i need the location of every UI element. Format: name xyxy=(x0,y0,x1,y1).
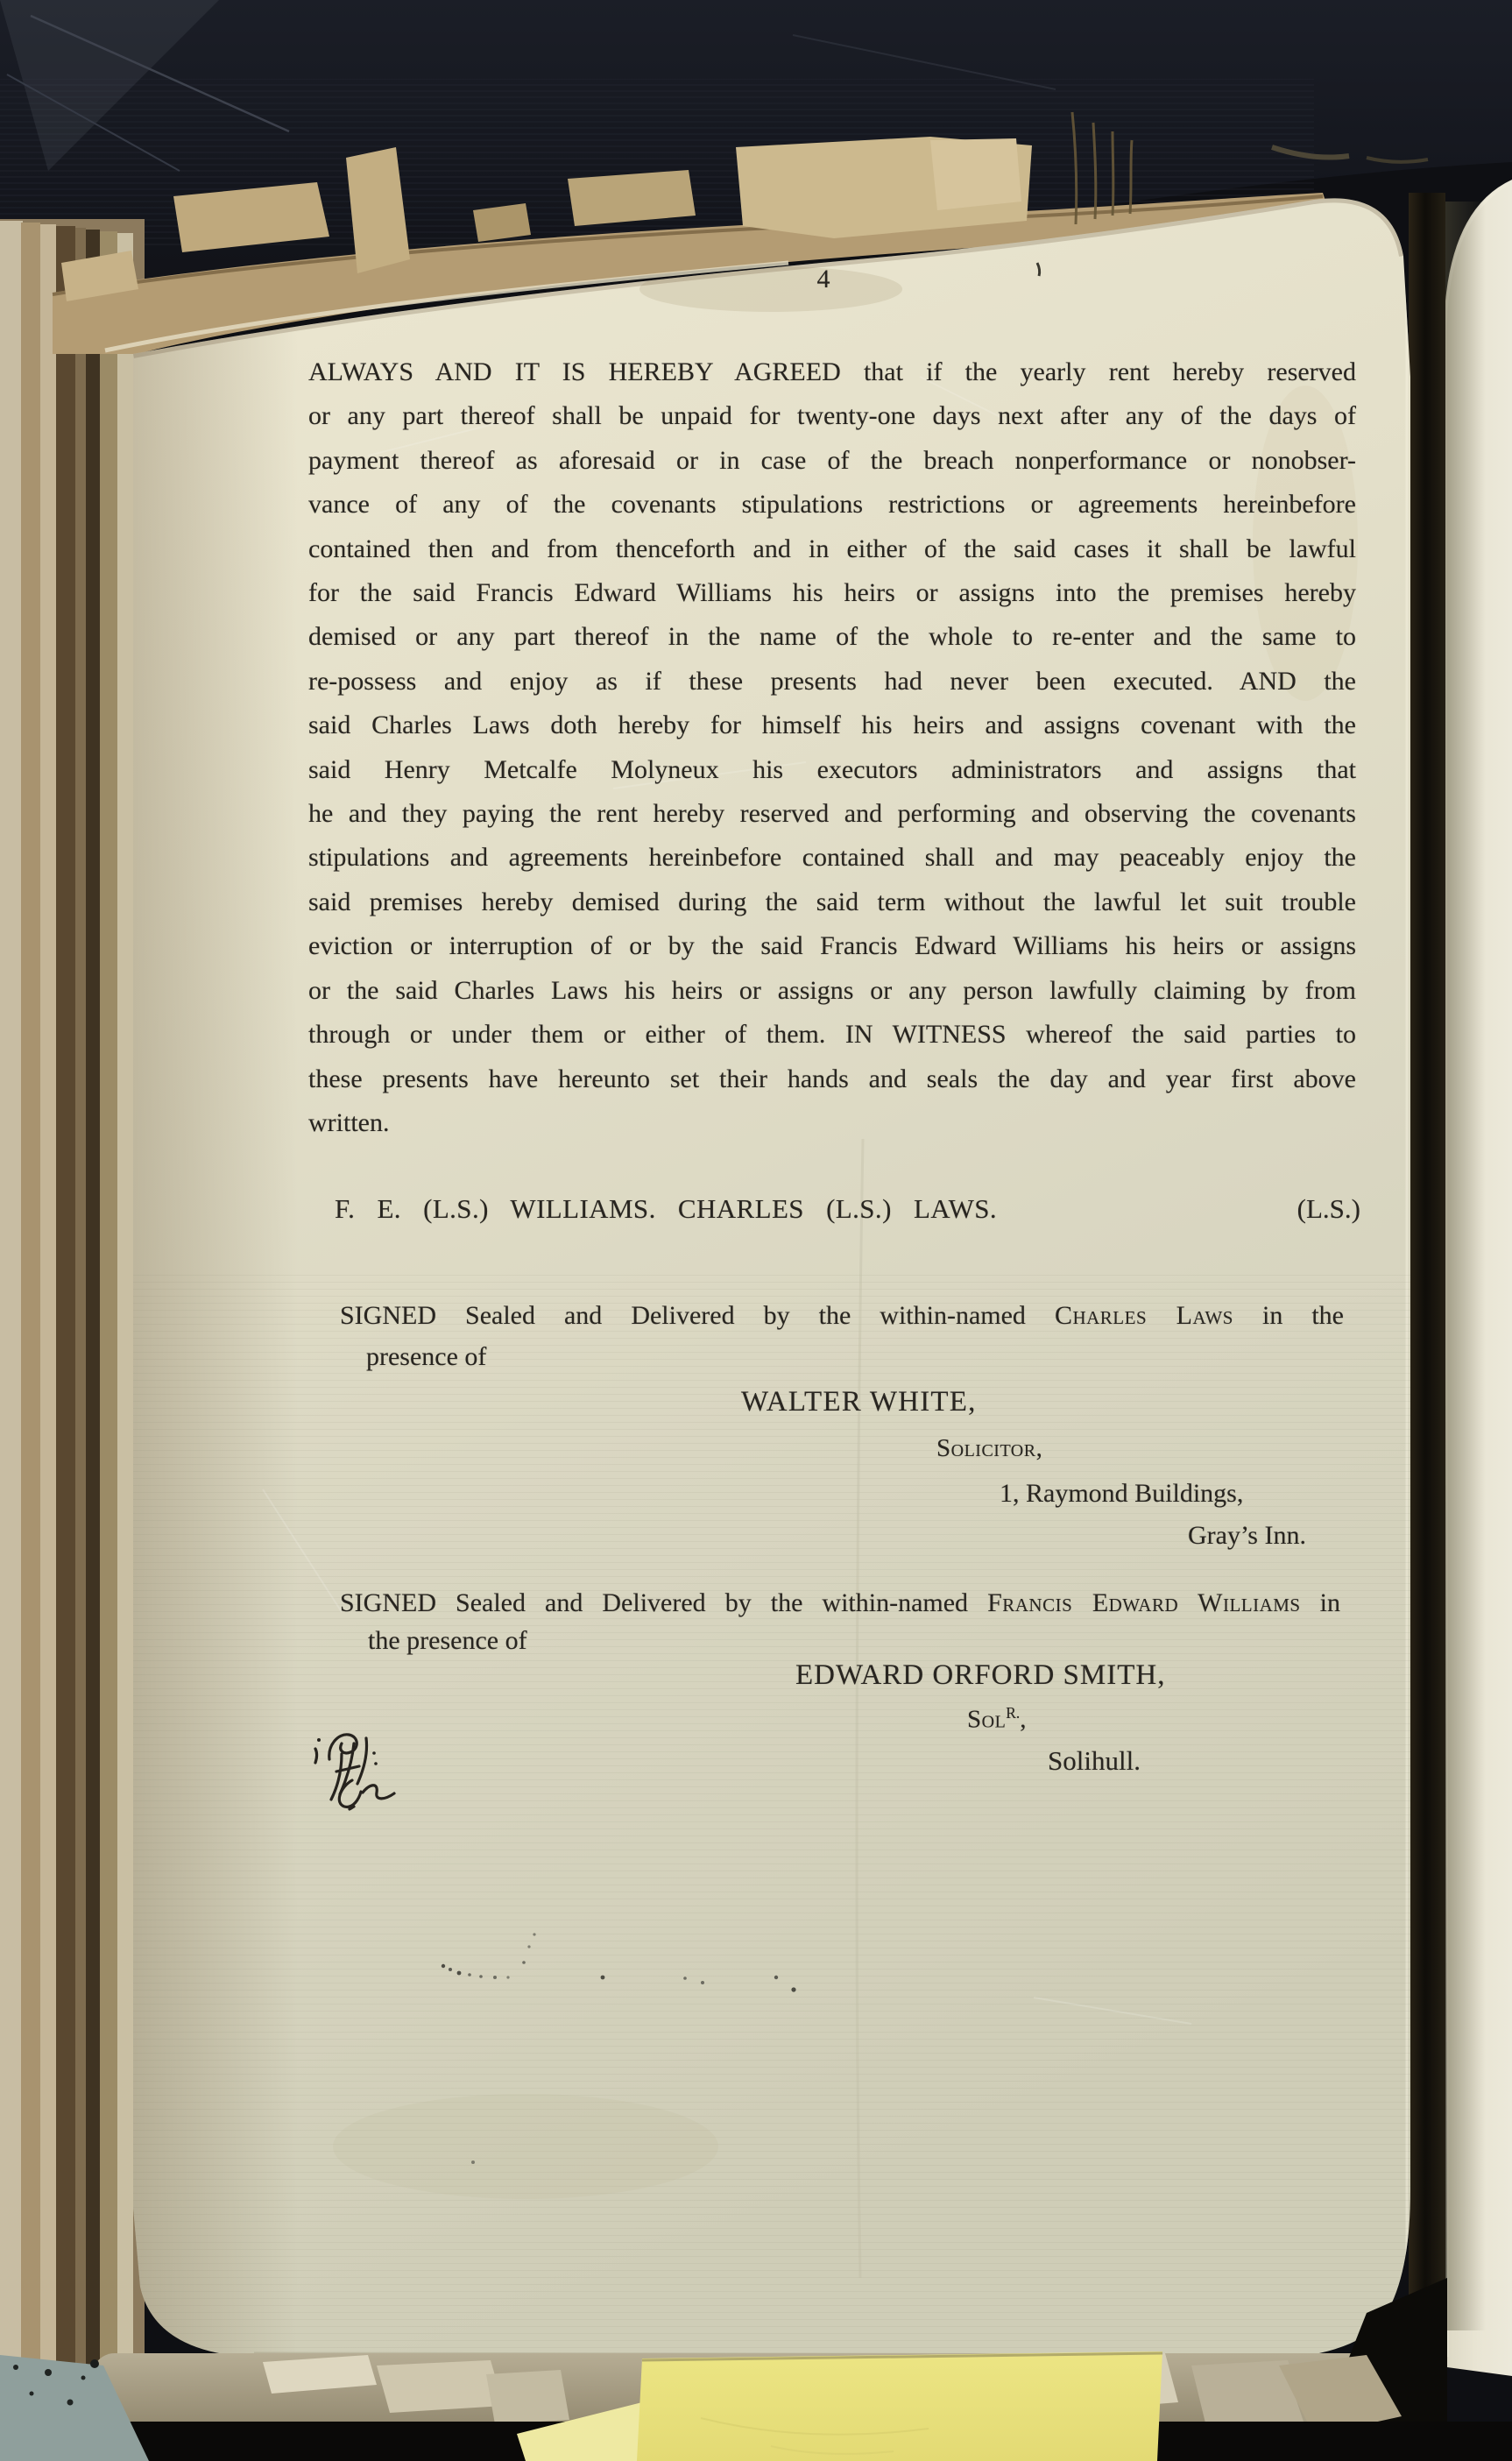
paragraph-line: written. xyxy=(308,1107,390,1137)
attestation-laws-prefix: SIGNED Sealed and Delivered by the within-named xyxy=(340,1301,1055,1330)
paragraph-line: said premises hereby demised during the said term without the lawful let suit trouble xyxy=(308,887,1356,916)
paragraph-line: or the said Charles Laws his heirs or assigns or any person lawfully claiming by from xyxy=(308,975,1356,1005)
witness-title-solicitor: Solicitor, xyxy=(936,1434,1043,1462)
paragraph-line: demised or any part thereof in the name of the whole to re-enter and the same to xyxy=(308,622,1356,652)
witness-address-line1: 1, Raymond Buildings, xyxy=(1000,1479,1244,1508)
paragraph-line: for the said Francis Edward Williams his heirs or assigns into the premises hereby xyxy=(308,578,1356,608)
witness-name-walter-white: WALTER WHITE, xyxy=(741,1386,977,1418)
witness-name-edward-orford-smith: EDWARD ORFORD SMITH, xyxy=(795,1659,1166,1691)
paragraph-line: contained then and from thenceforth and in either of the said cases it shall be lawful xyxy=(308,534,1356,563)
attestation-williams-prefix: SIGNED Sealed and Delivered by the within-named xyxy=(340,1588,988,1617)
attestation-williams-line2: the presence of xyxy=(368,1626,527,1655)
witness-title-sol xyxy=(967,1695,1027,1737)
paragraph-line: said Henry Metcalfe Molyneux his executors administrators and assigns that xyxy=(308,754,1356,784)
attestation-williams-suffix: in xyxy=(1300,1588,1340,1617)
attestation-laws-line1 xyxy=(340,1298,1344,1333)
paragraph-line: eviction or interruption of or by the said Francis Edward Williams his heirs or assigns xyxy=(308,931,1356,961)
deed-paragraph xyxy=(308,350,1356,1145)
paragraph-line: re-possess and enjoy as if these presents had never been executed. AND the xyxy=(308,666,1356,696)
facing-page-left-shadow xyxy=(1445,202,1486,2330)
signature-names: F. E. (L.S.) WILLIAMS. CHARLES (L.S.) LAWS. xyxy=(335,1193,998,1224)
attestation-williams-line1 xyxy=(340,1586,1340,1621)
paragraph-line: or any part thereof shall be unpaid for twenty-one days next after any of the days of xyxy=(308,401,1356,431)
signature-seal-right: (L.S.) xyxy=(1297,1193,1360,1224)
paragraph-line: said Charles Laws doth hereby for himself his heirs and assigns covenant with the xyxy=(308,711,1356,740)
paragraph-line: stipulations and agreements hereinbefore contained shall and may peaceably enjoy the xyxy=(308,843,1356,873)
attestation-williams-name: Francis Edward Williams xyxy=(987,1588,1301,1617)
paragraph-line: ALWAYS AND IT IS HEREBY AGREED that if the yearly rent hereby reserved xyxy=(308,357,1356,386)
attestation-laws-line2: presence of xyxy=(366,1342,487,1371)
paragraph-line: payment thereof as aforesaid or in case of the breach nonperformance or nonobser- xyxy=(308,445,1356,475)
witness-title-sol-base: Sol xyxy=(967,1705,1007,1734)
signature-line xyxy=(335,1192,1360,1227)
witness-title-sol-sup: R. xyxy=(1006,1704,1021,1722)
witness-title-sol-tail: , xyxy=(1020,1705,1027,1734)
left-page-stack-edges xyxy=(0,219,145,2434)
paragraph-line: vance of any of the covenants stipulations restrictions or agreements hereinbefore xyxy=(308,490,1356,520)
attestation-laws-name: Charles Laws xyxy=(1054,1301,1233,1330)
witness-address-line2: Gray’s Inn. xyxy=(1188,1521,1306,1550)
paragraph-line: these presents have hereunto set their hands and seals the day and year first above xyxy=(308,1064,1356,1093)
attestation-laws-suffix: in the xyxy=(1233,1301,1344,1330)
gutter-gap-shadow xyxy=(1409,193,1445,2313)
witness-address-solihull: Solihull. xyxy=(1048,1745,1141,1776)
page-number: 4 xyxy=(816,265,830,293)
paragraph-line: through or under them or either of them. IN WITNESS whereof the said parties to xyxy=(308,1020,1356,1050)
paragraph-line: he and they paying the rent hereby reserved and performing and observing the covenants xyxy=(308,799,1356,829)
